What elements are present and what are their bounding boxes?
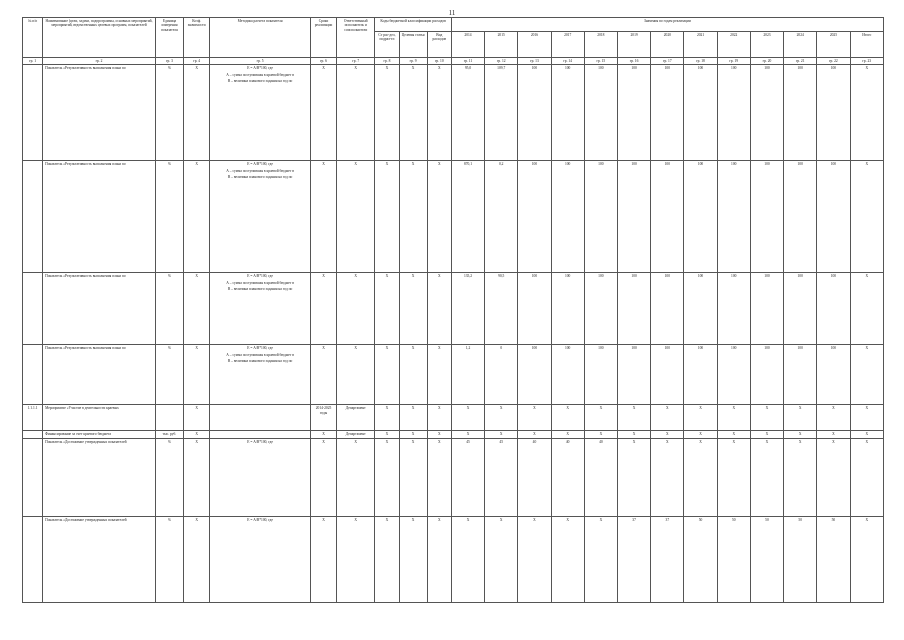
row-unit: % [155,273,183,345]
row-value: Х [451,516,484,602]
row-value: 1,2 [451,345,484,405]
row-coef: Х [184,438,210,516]
row-value: 50 [750,516,783,602]
row-value: Х [551,431,584,438]
row-value: Х [717,431,750,438]
method-line: А – сумма поступившая в краевой бюджет в [226,352,294,357]
row-code: Х [427,345,451,405]
row-value: 40 [551,438,584,516]
row-value: 90,5 [485,273,518,345]
col-header-year: 2015 [485,32,518,58]
row-responsible: Департамент [337,405,375,431]
row-value: 100 [717,273,750,345]
row-value: 100 [584,65,617,161]
row-value: Х [684,405,717,431]
row-value: 100 [584,345,617,405]
col-header-num: № п/п [23,18,43,58]
row-value: Х [784,438,817,516]
col-header-year: 2017 [551,32,584,58]
row-value: 40 [518,438,551,516]
row-code: Х [399,161,427,273]
row-value: 100 [817,273,850,345]
row-code: Х [375,438,399,516]
row-value: 100 [551,161,584,273]
row-value: 100 [784,161,817,273]
row-code: Х [427,405,451,431]
row-value: 100 [750,161,783,273]
row-value: Х [850,65,883,161]
column-number: гр. 13 [518,58,551,65]
row-responsible: Х [337,273,375,345]
row-name: Мероприятие «Участие в деятельности краевых [43,405,156,431]
row-value: 37 [617,516,650,602]
method-line: Е = А/В*100, где [247,66,273,71]
method-line: А – сумма поступившая в краевой бюджет в [226,168,294,173]
row-method [210,431,311,438]
row-code: Х [375,431,399,438]
row-value: 100 [518,273,551,345]
row-code: Х [399,65,427,161]
column-number: гр. 8 [375,58,399,65]
row-value: Х [684,431,717,438]
row-value: Х [750,405,783,431]
row-code: Х [375,273,399,345]
method-line: В – величина планового задания на год по [227,287,293,292]
column-number: гр. 22 [817,58,850,65]
row-value: 0,2 [485,161,518,273]
row-number [23,345,43,405]
row-number [23,65,43,161]
row-value: 100 [817,161,850,273]
row-code: Х [375,516,399,602]
column-number: гр. 6 [310,58,336,65]
row-value: 100 [651,65,684,161]
col-header-codes: Коды бюджетной классификации расходов [375,18,452,32]
row-unit [155,405,183,431]
row-number [23,431,43,438]
row-value: 100 [584,273,617,345]
row-value: Х [451,431,484,438]
row-value: 50 [817,516,850,602]
col-header-values: Значения по годам реализации [451,18,883,32]
col-header-code-target: Целевая статья [399,32,427,58]
row-number [23,161,43,273]
row-value: 870,1 [451,161,484,273]
row-value: Х [451,405,484,431]
row-unit: % [155,438,183,516]
method-line: Е = А/В*100, где [247,439,273,444]
row-method [210,345,311,405]
row-code: Х [427,431,451,438]
row-unit: % [155,516,183,602]
row-method [210,65,311,161]
row-value: 100 [784,65,817,161]
row-code: Х [399,516,427,602]
table-row [23,65,884,161]
method-line: В – величина планового задания на год по [227,359,293,364]
column-number: гр. 14 [551,58,584,65]
row-responsible: Х [337,65,375,161]
method-line: Е = А/В*100, где [247,274,273,279]
row-value: Х [584,516,617,602]
column-number: гр. 19 [717,58,750,65]
row-value: 100 [651,161,684,273]
row-value: 100 [617,345,650,405]
row-value: 100 [717,345,750,405]
row-value: 37 [651,516,684,602]
col-header-year: 2023 [750,32,783,58]
row-value: Х [850,516,883,602]
row-code: Х [427,273,451,345]
row-value: 100 [684,345,717,405]
row-period: Х [310,438,336,516]
row-name: Показатель «Результативность выполнения плана по [43,65,156,161]
row-coef: Х [184,431,210,438]
row-code: Х [399,438,427,516]
row-value: Х [750,431,783,438]
row-value: Х [584,431,617,438]
row-code: Х [375,405,399,431]
row-value: 100 [617,161,650,273]
col-header-period: Сроки реализации [310,18,336,58]
column-number: гр. 7 [337,58,375,65]
row-value: 100 [750,273,783,345]
row-number [23,516,43,602]
column-number: гр. 21 [784,58,817,65]
row-value: Х [717,438,750,516]
row-value: 45 [485,438,518,516]
row-value: 50 [717,516,750,602]
col-header-year: 2018 [584,32,617,58]
row-value: 50 [684,516,717,602]
column-number: гр. 20 [750,58,783,65]
col-header-name: Наименование (цели, задачи, подпрограммы, основных мероприятий, мероприятий, ведомственных целевых программ, показателей [43,18,156,58]
row-value: 100 [750,345,783,405]
column-number: гр. 5 [210,58,311,65]
row-responsible: Х [337,161,375,273]
row-value: Х [850,438,883,516]
column-number: гр. 9 [399,58,427,65]
column-number: гр. 10 [427,58,451,65]
row-value: 40 [584,438,617,516]
column-number: гр. 16 [617,58,650,65]
row-number: 1.1.1.1 [23,405,43,431]
row-method [210,438,311,516]
row-value: 100 [518,65,551,161]
row-unit: % [155,345,183,405]
table-row [23,345,884,405]
row-value: 100 [717,65,750,161]
row-coef: Х [184,516,210,602]
col-header-coef: Коэф. значимости [184,18,210,58]
row-value: Х [817,431,850,438]
row-responsible: Х [337,345,375,405]
row-value: 100 [518,345,551,405]
row-code: Х [427,516,451,602]
row-period: Х [310,161,336,273]
column-number: гр. 2 [43,58,156,65]
table-row [23,405,884,431]
row-code: Х [399,273,427,345]
table-row [23,161,884,273]
column-number-row [23,58,884,65]
row-number [23,438,43,516]
row-value: 109,7 [485,65,518,161]
method-line: Е = А/В*100, где [247,162,273,167]
row-value: 135,2 [451,273,484,345]
row-code: Х [399,431,427,438]
row-value: 100 [817,65,850,161]
row-value: 100 [617,273,650,345]
row-code: Х [427,438,451,516]
row-method [210,273,311,345]
col-header-code-section: Ст рас-дел, подраз-ел [375,32,399,58]
row-value: Х [784,431,817,438]
row-value: Х [717,405,750,431]
row-value: Х [684,438,717,516]
column-number: гр. 3 [155,58,183,65]
row-value: Х [784,405,817,431]
row-value: 100 [684,273,717,345]
row-unit: % [155,65,183,161]
row-value: 100 [684,161,717,273]
row-value: 100 [584,161,617,273]
row-value: 100 [651,273,684,345]
row-responsible: Департамент [337,431,375,438]
col-header-year: 2024 [784,32,817,58]
column-number: гр. 12 [485,58,518,65]
row-code: Х [375,345,399,405]
row-coef: Х [184,273,210,345]
row-unit: тыс. руб. [155,431,183,438]
row-name: Показатель «Результативность выполнения плана по [43,161,156,273]
row-value: 100 [717,161,750,273]
row-coef: Х [184,345,210,405]
table-row [23,273,884,345]
col-header-code-type: Вид расходов [427,32,451,58]
row-value: 100 [817,345,850,405]
col-header-method: Методика расчета показателя [210,18,311,58]
row-value: Х [617,431,650,438]
row-value: Х [551,516,584,602]
row-coef: Х [184,405,210,431]
column-number: гр. 11 [451,58,484,65]
row-period: Х [310,431,336,438]
row-period: 2014-2025 годы [310,405,336,431]
col-header-year: 2022 [717,32,750,58]
row-method [210,516,311,602]
col-header-total: Итого [850,32,883,58]
row-responsible: Х [337,516,375,602]
col-header-year: 2025 [817,32,850,58]
method-line: В – величина планового задания на год по [227,175,293,180]
row-value: Х [551,405,584,431]
table-row [23,438,884,516]
row-value: Х [518,516,551,602]
col-header-year: 2016 [518,32,551,58]
row-value: Х [651,431,684,438]
column-number: гр. 18 [684,58,717,65]
row-value: 100 [617,65,650,161]
column-number: гр. 4 [184,58,210,65]
row-value: Х [850,161,883,273]
row-value: 100 [651,345,684,405]
row-name: Показатель «Результативность выполнения плана по [43,273,156,345]
row-period: Х [310,273,336,345]
column-number: гр. 17 [651,58,684,65]
row-value: Х [651,438,684,516]
row-name: Показатель «Достижение утвержденных показателей [43,516,156,602]
row-value: Х [485,405,518,431]
row-value: Х [817,438,850,516]
row-responsible: Х [337,438,375,516]
row-code: Х [399,405,427,431]
column-number: гр. 15 [584,58,617,65]
row-value: Х [617,438,650,516]
table-row [23,516,884,602]
indicator-table [22,17,884,603]
method-line: Е = А/В*100, где [247,346,273,351]
row-value: Х [817,405,850,431]
method-line: А – сумма поступившая в краевой бюджет в [226,280,294,285]
row-value: Х [584,405,617,431]
col-header-year: 2020 [651,32,684,58]
row-code: Х [375,161,399,273]
row-coef: Х [184,65,210,161]
row-value: 100 [518,161,551,273]
row-value: 100 [750,65,783,161]
row-unit: % [155,161,183,273]
row-value: 50 [784,516,817,602]
row-coef: Х [184,161,210,273]
row-value: Х [518,431,551,438]
column-number: гр. 1 [23,58,43,65]
col-header-unit: Единица измерения показателя [155,18,183,58]
row-value: 95,0 [451,65,484,161]
row-value: 100 [684,65,717,161]
row-number [23,273,43,345]
row-period: Х [310,345,336,405]
column-number: гр. 23 [850,58,883,65]
row-value: Х [617,405,650,431]
row-code: Х [427,161,451,273]
row-value: 100 [784,273,817,345]
row-value: Х [750,438,783,516]
row-value: 100 [551,273,584,345]
row-value: Х [850,345,883,405]
row-name: Показатель «Достижение утвержденных показателей [43,438,156,516]
table-row [23,431,884,438]
row-name: Финансирование за счет краевого бюджета [43,431,156,438]
row-value: Х [485,516,518,602]
row-value: Х [485,431,518,438]
page-number: 11 [448,9,456,17]
col-header-year: 2019 [617,32,650,58]
row-name: Показатель «Результативность выполнения плана по [43,345,156,405]
row-value: 100 [551,65,584,161]
row-value: 100 [551,345,584,405]
row-code: Х [427,65,451,161]
row-value: Х [850,405,883,431]
row-method [210,405,311,431]
row-code: Х [375,65,399,161]
row-method [210,161,311,273]
row-value: 100 [784,345,817,405]
method-line: А – сумма поступившая в краевой бюджет в [226,72,294,77]
row-period: Х [310,516,336,602]
method-line: В – величина планового задания на год по [227,79,293,84]
col-header-responsible: Ответственный исполнитель и соисполнители [337,18,375,58]
col-header-year: 2021 [684,32,717,58]
row-value: Х [518,405,551,431]
row-value: Х [850,273,883,345]
col-header-year: 2014 [451,32,484,58]
method-line: Е = А/В*100, где [247,517,273,522]
row-value: Х [850,431,883,438]
row-code: Х [399,345,427,405]
row-value: Х [651,405,684,431]
row-value: 45 [451,438,484,516]
row-period: Х [310,65,336,161]
row-value: 0 [485,345,518,405]
